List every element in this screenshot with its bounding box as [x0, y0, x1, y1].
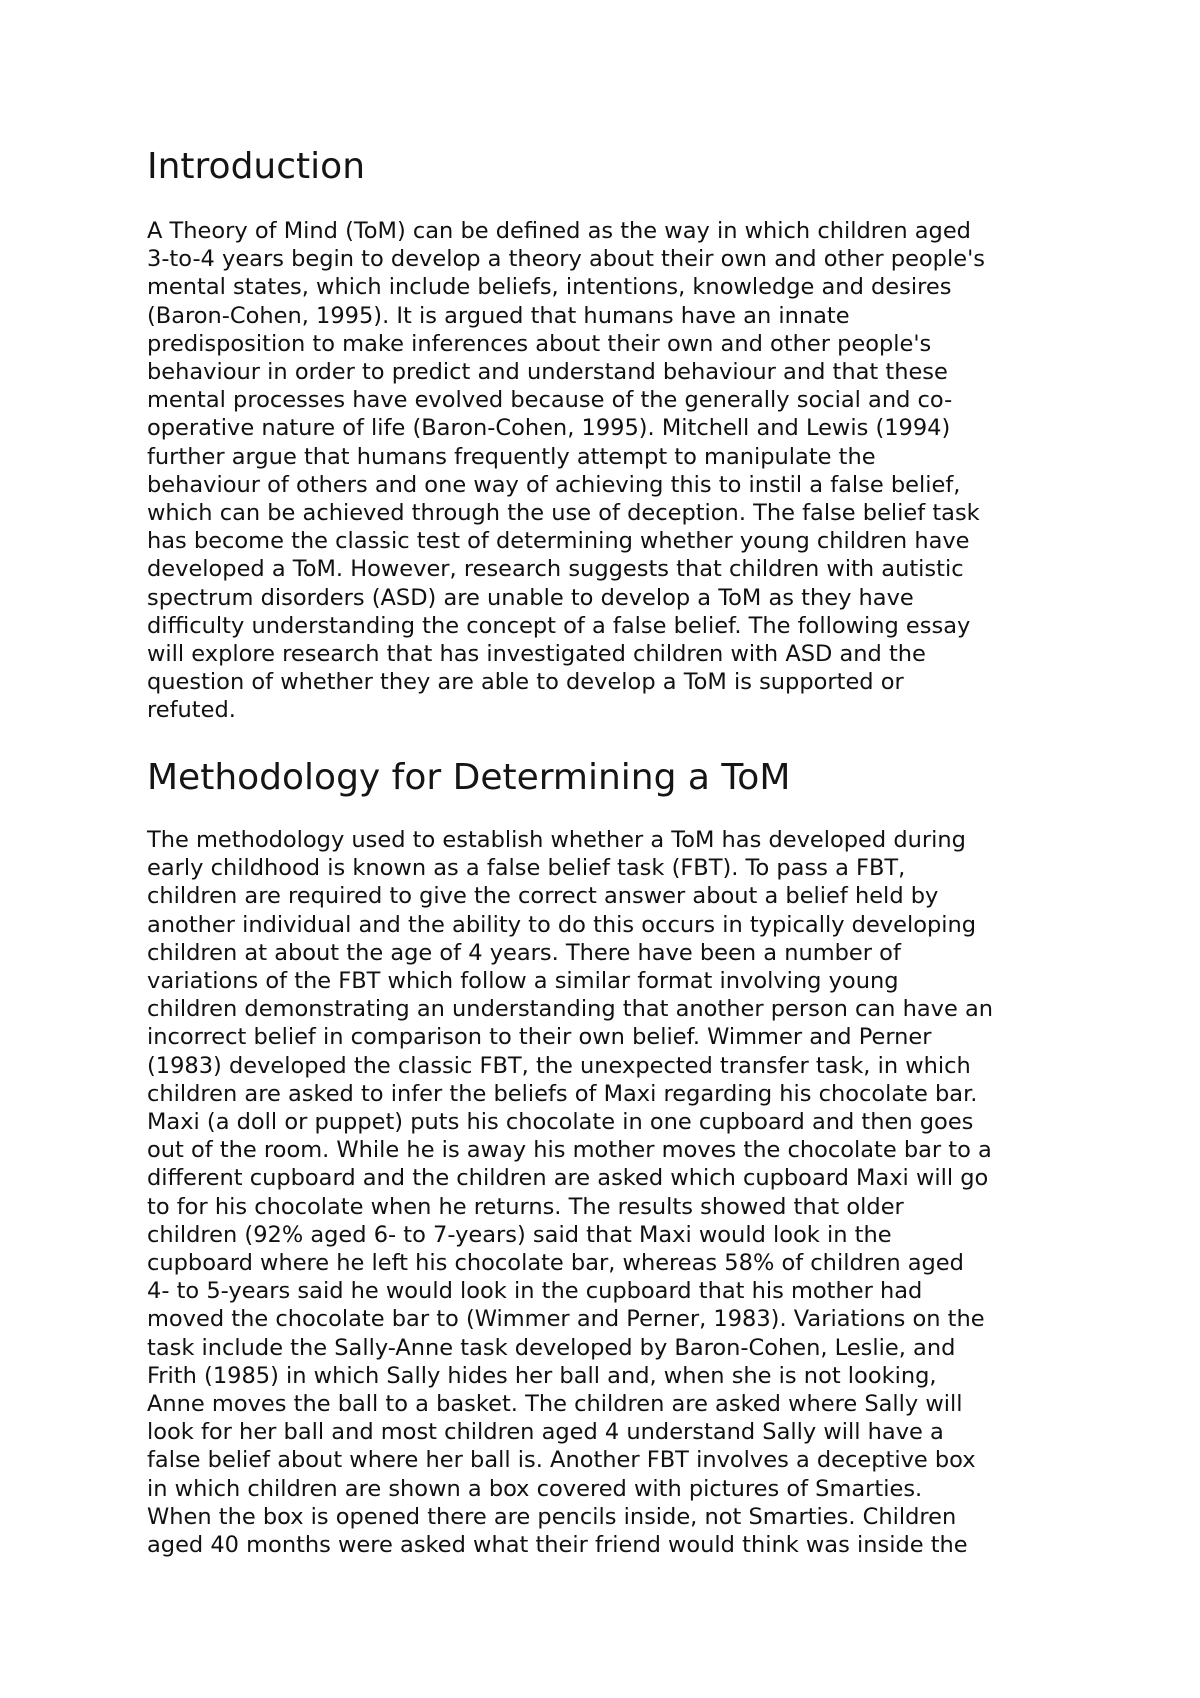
text-line: further argue that humans frequently attempt to manipulate the — [147, 443, 876, 470]
methodology-paragraph — [147, 826, 1077, 1559]
text-line: cupboard where he left his chocolate bar, whereas 58% of children aged — [147, 1250, 964, 1277]
text-line: operative nature of life (Baron-Cohen, 1995). Mitchell and Lewis (1994) — [147, 415, 951, 442]
text-line: behaviour of others and one way of achieving this to instil a false belief, — [147, 471, 961, 498]
text-line: 3-to-4 years begin to develop a theory about their own and other people's — [147, 246, 985, 273]
text-line: Anne moves the ball to a basket. The children are asked where Sally will — [147, 1391, 963, 1418]
text-line: in which children are shown a box covered with pictures of Smarties. — [147, 1475, 923, 1502]
text-line: aged 40 months were asked what their friend would think was inside the — [147, 1532, 968, 1559]
text-line: children are required to give the correct answer about a belief held by — [147, 883, 939, 910]
introduction-heading: Introduction — [147, 146, 366, 187]
text-line: children are asked to infer the beliefs of Maxi regarding his chocolate bar. — [147, 1080, 978, 1107]
text-line: has become the classic test of determining whether young children have — [147, 528, 970, 555]
text-line: false belief about where her ball is. Another FBT involves a deceptive box — [147, 1447, 976, 1474]
text-line: children (92% aged 6- to 7-years) said that Maxi would look in the — [147, 1221, 892, 1248]
text-line: behaviour in order to predict and understand behaviour and that these — [147, 359, 948, 386]
text-line: look for her ball and most children aged 4 understand Sally will have a — [147, 1419, 944, 1446]
text-line: out of the room. While he is away his mother moves the chocolate bar to a — [147, 1137, 992, 1164]
text-line: variations of the FBT which follow a similar format involving young — [147, 968, 899, 995]
text-line: early childhood is known as a false belief task (FBT). To pass a FBT, — [147, 855, 906, 882]
text-line: question of whether they are able to develop a ToM is supported or — [147, 669, 904, 696]
text-line: another individual and the ability to do this occurs in typically developing — [147, 911, 977, 938]
text-line: incorrect belief in comparison to their own belief. Wimmer and Perner — [147, 1024, 932, 1051]
text-line: 4- to 5-years said he would look in the cupboard that his mother had — [147, 1278, 923, 1305]
text-line: predisposition to make inferences about their own and other people's — [147, 330, 932, 357]
methodology-heading: Methodology for Determining a ToM — [147, 757, 791, 798]
text-line: to for his chocolate when he returns. The results showed that older — [147, 1193, 904, 1220]
text-line: moved the chocolate bar to (Wimmer and Perner, 1983). Variations on the — [147, 1306, 985, 1333]
text-line: A Theory of Mind (ToM) can be defined as the way in which children aged — [147, 218, 971, 244]
text-line: The methodology used to establish whether a ToM has developed during — [147, 827, 966, 853]
introduction-paragraph — [147, 217, 1077, 725]
text-line: Maxi (a doll or puppet) puts his chocolate in one cupboard and then goes — [147, 1109, 974, 1136]
text-line: spectrum disorders (ASD) are unable to develop a ToM as they have — [147, 584, 914, 611]
text-line: refuted. — [147, 697, 236, 724]
text-line: (1983) developed the classic FBT, the unexpected transfer task, in which — [147, 1052, 971, 1079]
text-line: will explore research that has investigated children with ASD and the — [147, 641, 926, 668]
text-line: difficulty understanding the concept of a false belief. The following essay — [147, 612, 971, 639]
text-line: developed a ToM. However, research suggests that children with autistic — [147, 556, 964, 583]
text-line: When the box is opened there are pencils inside, not Smarties. Children — [147, 1503, 957, 1530]
text-line: mental processes have evolved because of the generally social and co- — [147, 387, 953, 414]
text-line: different cupboard and the children are asked which cupboard Maxi will go — [147, 1165, 989, 1192]
text-line: task include the Sally-Anne task developed by Baron-Cohen, Leslie, and — [147, 1334, 956, 1361]
text-line: children demonstrating an understanding that another person can have an — [147, 996, 994, 1023]
text-line: Frith (1985) in which Sally hides her ball and, when she is not looking, — [147, 1362, 937, 1389]
text-line: mental states, which include beliefs, intentions, knowledge and desires — [147, 274, 952, 301]
text-line: (Baron-Cohen, 1995). It is argued that humans have an innate — [147, 302, 850, 329]
text-line: children at about the age of 4 years. There have been a number of — [147, 939, 901, 966]
text-line: which can be achieved through the use of deception. The false belief task — [147, 500, 980, 527]
